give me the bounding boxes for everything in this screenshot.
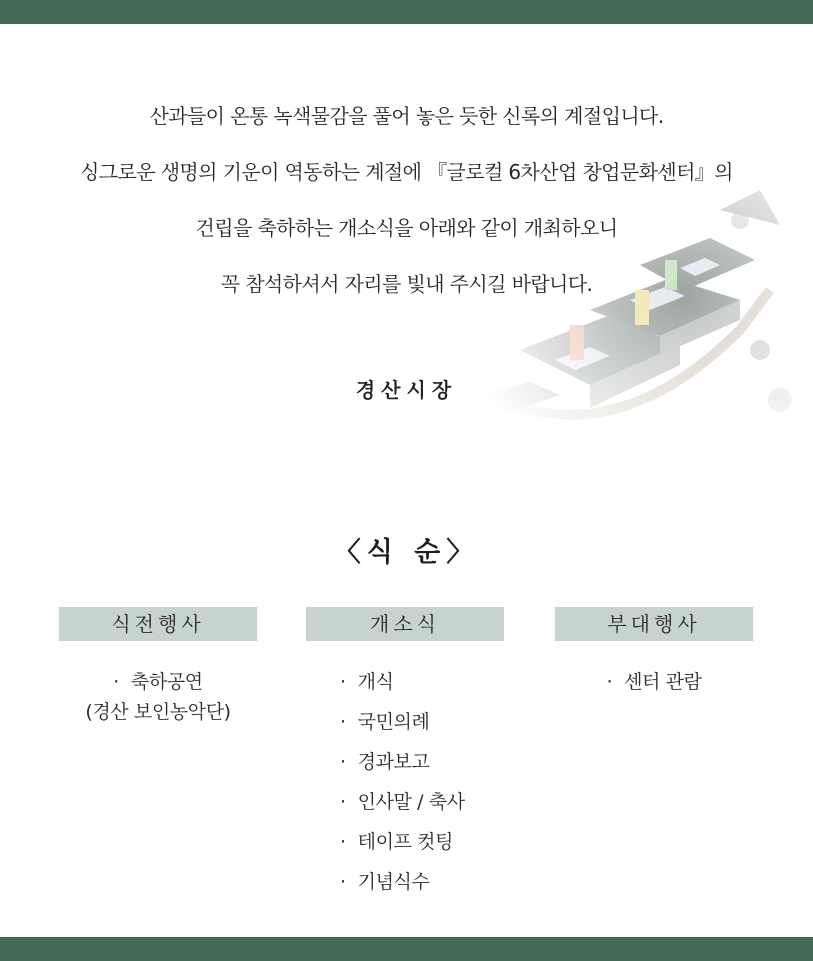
column-heading: 개소식 [306,607,504,641]
program-list [555,667,753,697]
list-item [340,747,504,787]
message-line: 싱그로운 생명의 기운이 역동하는 계절에 『글로컬 6차산업 창업문화센터』의 [80,160,733,184]
item-text: 인사말 / 축사 [357,791,465,813]
message-line: 산과들이 온통 녹색물감을 풀어 놓은 듯한 신록의 계절입니다. [149,104,664,128]
message-line: 건립을 축하하는 개소식을 아래와 같이 개최하오니 [195,216,618,240]
bullet-icon: · [340,871,346,893]
item-text: 기념식수 [357,871,430,893]
program-column-side-event [555,607,753,697]
bottom-frame-bar [0,937,813,961]
program-column-pre-event [59,607,257,727]
column-heading: 식전행사 [59,607,257,641]
item-text: 센터 관람 [624,671,702,693]
item-text: 테이프 컷팅 [357,831,454,853]
item-text: 경과보고 [357,751,430,773]
column-heading: 부대행사 [555,607,753,641]
bullet-icon: · [340,711,346,733]
program-list [59,667,257,727]
item-text: 축하공연 [130,671,203,693]
invitation-message [0,100,813,324]
bullet-icon: · [340,671,346,693]
program-title: 〈식 순〉 [333,537,480,568]
list-item [340,707,504,747]
bullet-icon: · [340,831,346,853]
list-item [340,827,504,867]
program-column-opening [306,607,504,907]
bullet-icon: · [340,791,346,813]
list-item [59,667,257,727]
item-text: 개식 [357,671,394,693]
signatory: 경산시장 [355,378,458,402]
list-item [340,867,504,907]
list-item [340,667,504,707]
list-item [340,787,504,827]
list-item [555,667,753,697]
bullet-icon: · [606,671,613,693]
item-text: 국민의례 [357,711,430,733]
program-list [306,667,504,907]
top-frame-bar [0,0,813,24]
bullet-icon: · [113,671,119,693]
bullet-icon: · [340,751,346,773]
message-line: 꼭 참석하셔서 자리를 빛내 주시길 바랍니다. [220,272,593,296]
item-subtext: (경산 보인농악단) [85,701,231,723]
